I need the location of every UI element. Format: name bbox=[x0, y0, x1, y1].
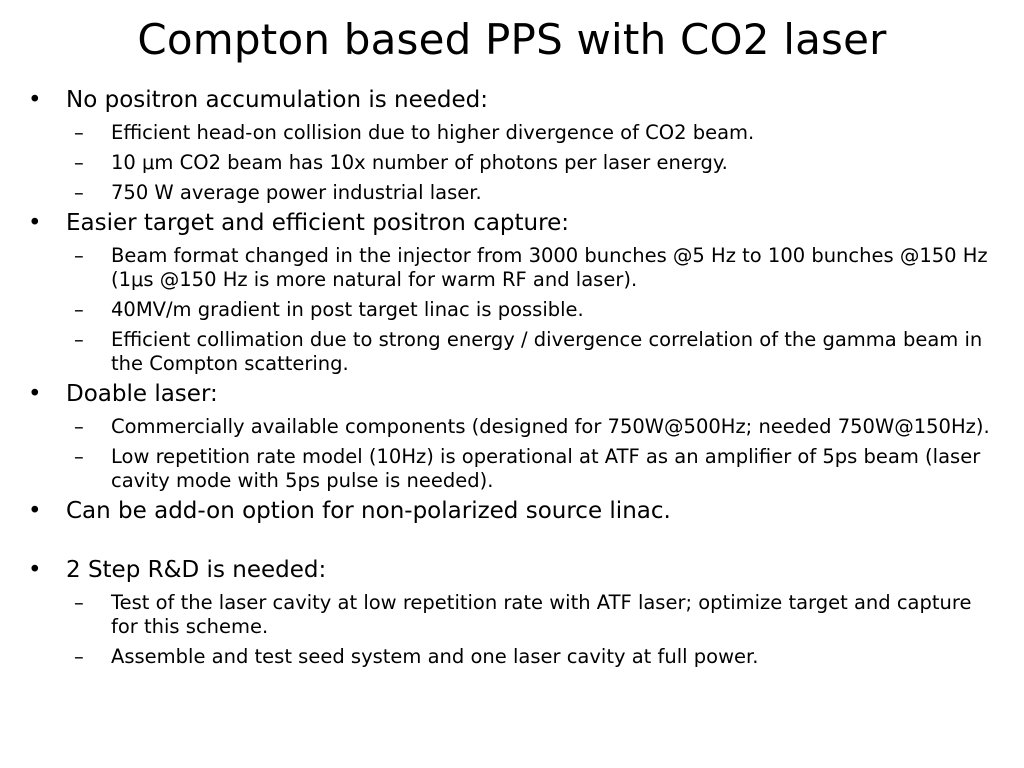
bullet-item bbox=[28, 86, 1003, 115]
slide-title: Compton based PPS with CO2 laser bbox=[137, 15, 887, 64]
sub-bullet-text: 10 μm CO2 beam has 10x number of photons per laser energy. bbox=[111, 151, 728, 174]
dash-marker: – bbox=[74, 244, 84, 267]
sub-bullet-text: Test of the laser cavity at low repetition rate with ATF laser; optimize target and capture for this scheme. bbox=[111, 591, 972, 638]
bullet-item bbox=[28, 209, 1003, 238]
sub-bullet-text: 40MV/m gradient in post target linac is possible. bbox=[111, 298, 584, 321]
sub-bullet-item bbox=[28, 445, 1003, 493]
dash-marker: – bbox=[74, 591, 84, 614]
bullet-text: Easier target and efficient positron capture: bbox=[66, 210, 569, 236]
sub-bullet-text: Efficient collimation due to strong energy / divergence correlation of the gamma beam in the Compton scattering. bbox=[111, 328, 983, 375]
dash-marker: – bbox=[74, 298, 84, 321]
sub-bullet-text: Efficient head-on collision due to higher divergence of CO2 beam. bbox=[111, 121, 755, 144]
sub-bullet-text: Assemble and test seed system and one laser cavity at full power. bbox=[111, 645, 759, 668]
dash-marker: – bbox=[74, 121, 84, 144]
bullet-marker: • bbox=[28, 87, 42, 113]
sub-bullet-text: 750 W average power industrial laser. bbox=[111, 181, 482, 204]
dash-marker: – bbox=[74, 181, 84, 204]
dash-marker: – bbox=[74, 328, 84, 351]
bullet-marker: • bbox=[28, 557, 42, 583]
sub-bullet-item bbox=[28, 121, 1003, 145]
sub-bullet-text: Commercially available components (designed for 750W@500Hz; needed 750W@150Hz). bbox=[111, 415, 990, 438]
bullet-text: No positron accumulation is needed: bbox=[66, 87, 489, 113]
bullet-item bbox=[28, 556, 1003, 585]
sub-bullet-item bbox=[28, 591, 1003, 639]
bullet-item bbox=[28, 497, 1003, 526]
bullet-marker: • bbox=[28, 381, 42, 407]
bullet-marker: • bbox=[28, 210, 42, 236]
dash-marker: – bbox=[74, 445, 84, 468]
sub-bullet-item bbox=[28, 415, 1003, 439]
dash-marker: – bbox=[74, 415, 84, 438]
sub-bullet-text: Low repetition rate model (10Hz) is operational at ATF as an amplifier of 5ps beam (laser cavity mode with 5ps pulse is needed). bbox=[111, 445, 981, 492]
bullet-text: Can be add-on option for non-polarized source linac. bbox=[66, 498, 671, 524]
sub-bullet-item bbox=[28, 181, 1003, 205]
bullet-text: Doable laser: bbox=[66, 381, 218, 407]
sub-bullet-item bbox=[28, 298, 1003, 322]
sub-bullet-item bbox=[28, 151, 1003, 175]
sub-bullet-item bbox=[28, 244, 1003, 292]
bullet-list bbox=[28, 86, 1003, 669]
sub-bullet-text: Beam format changed in the injector from 3000 bunches @5 Hz to 100 bunches @150 Hz (1μs @150 Hz is more natural for warm RF and laser). bbox=[111, 244, 988, 291]
bullet-item bbox=[28, 380, 1003, 409]
dash-marker: – bbox=[74, 151, 84, 174]
bullet-text: 2 Step R&D is needed: bbox=[66, 557, 327, 583]
dash-marker: – bbox=[74, 645, 84, 668]
sub-bullet-item bbox=[28, 645, 1003, 669]
bullet-marker: • bbox=[28, 498, 42, 524]
sub-bullet-item bbox=[28, 328, 1003, 376]
